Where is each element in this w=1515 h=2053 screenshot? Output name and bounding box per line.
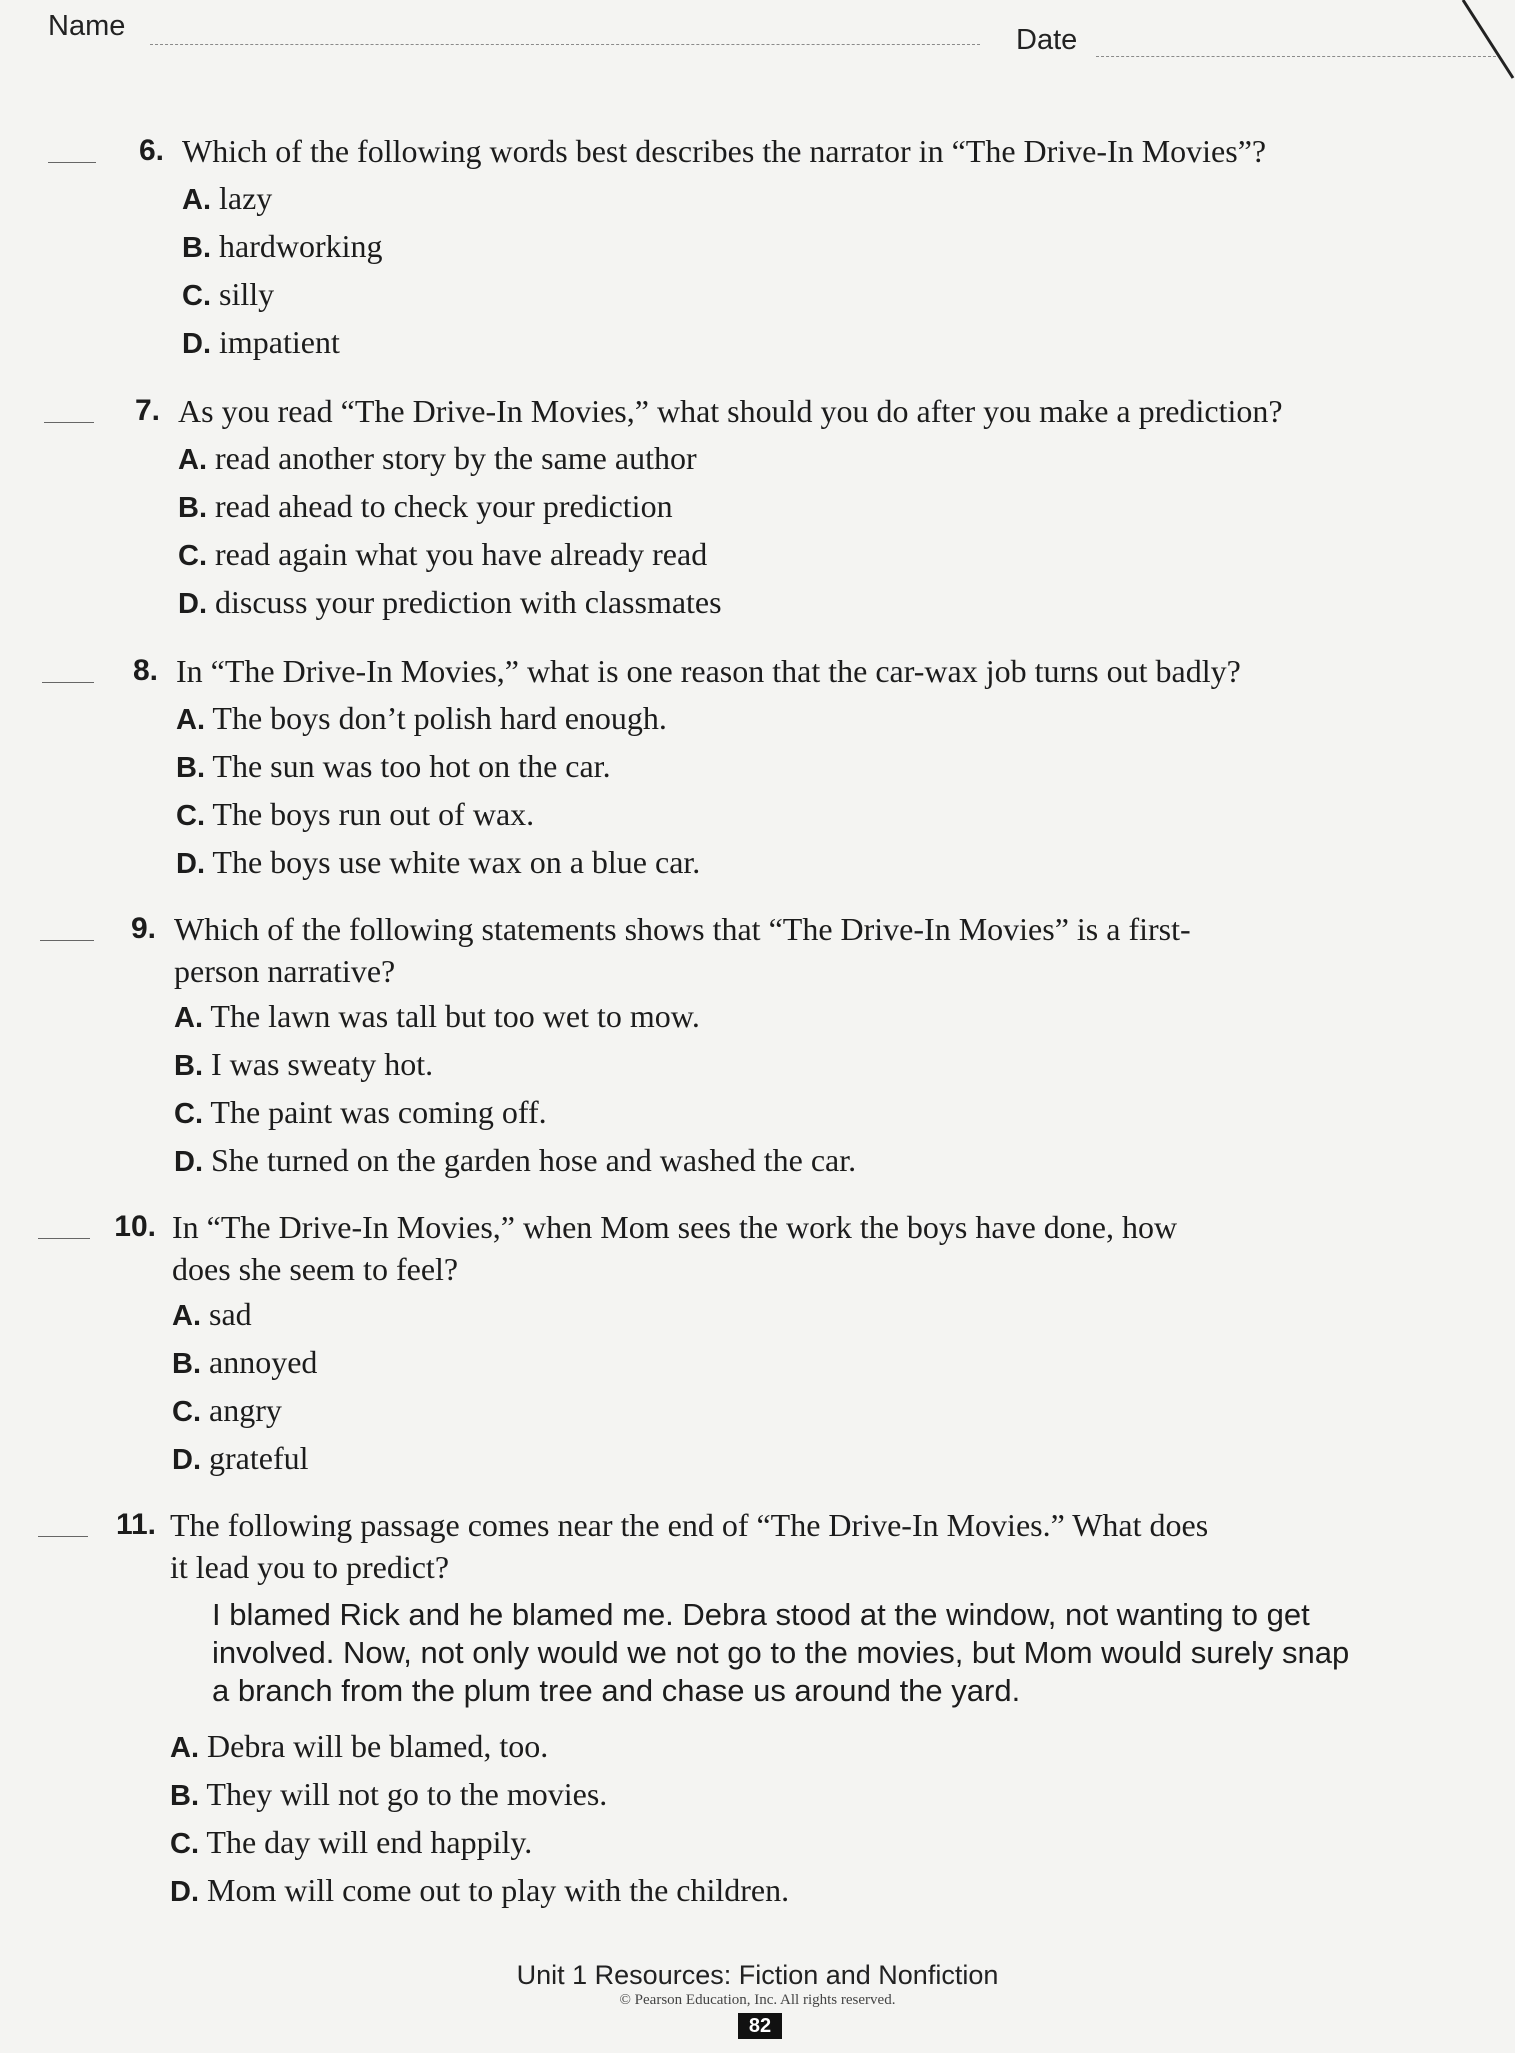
option-d[interactable]: D. She turned on the garden hose and washed the car. (174, 1142, 857, 1178)
option-c[interactable]: C. The day will end happily. (170, 1824, 533, 1860)
option-c[interactable]: C. read again what you have already read (178, 536, 708, 572)
answer-blank[interactable] (38, 1238, 90, 1239)
date-field[interactable] (1096, 56, 1496, 57)
option-d[interactable]: D. Mom will come out to play with the children. (170, 1872, 790, 1908)
footer-title: Unit 1 Resources: Fiction and Nonfiction (516, 1960, 999, 1990)
option-b[interactable]: B. hardworking (182, 228, 383, 264)
question-number: 11. (115, 1508, 156, 1541)
question-text: In “The Drive-In Movies,” when Mom sees the work the boys have done, how does she seem to feel? (172, 1209, 1178, 1287)
option-a[interactable]: A. Debra will be blamed, too. (170, 1728, 549, 1764)
question-text: Which of the following statements shows that “The Drive-In Movies” is a first- person narrative? (174, 911, 1191, 989)
page-corner-mark (1455, 0, 1515, 80)
option-c[interactable]: C. The boys run out of wax. (176, 796, 535, 832)
question-number: 6. (138, 134, 164, 167)
page-number: 82 (738, 2013, 782, 2039)
date-label: Date (1016, 24, 1078, 56)
option-a[interactable]: A. The boys don’t polish hard enough. (176, 700, 667, 736)
copyright-notice: © Pearson Education, Inc. All rights reserved. (619, 1992, 896, 2008)
option-d[interactable]: D. grateful (172, 1440, 309, 1476)
question-number: 9. (130, 912, 156, 945)
question-number: 8. (132, 654, 158, 687)
name-label: Name (48, 10, 126, 42)
answer-blank[interactable] (48, 162, 96, 163)
option-a[interactable]: A. read another story by the same author (178, 440, 697, 476)
worksheet-header (0, 0, 1515, 90)
option-d[interactable]: D. impatient (182, 324, 340, 360)
option-a[interactable]: A. The lawn was tall but too wet to mow. (174, 998, 700, 1034)
option-b[interactable]: B. read ahead to check your prediction (178, 488, 673, 524)
option-d[interactable]: D. discuss your prediction with classmates (178, 584, 722, 620)
name-field[interactable] (150, 44, 980, 45)
option-c[interactable]: C. The paint was coming off. (174, 1094, 547, 1130)
option-c[interactable]: C. angry (172, 1392, 282, 1428)
option-b[interactable]: B. The sun was too hot on the car. (176, 748, 611, 784)
question-number: 10. (114, 1210, 156, 1243)
question-text: Which of the following words best describes the narrator in “The Drive-In Movies”? (182, 133, 1267, 169)
option-a[interactable]: A. sad (172, 1296, 252, 1332)
option-c[interactable]: C. silly (182, 276, 275, 312)
answer-blank[interactable] (40, 940, 94, 941)
answer-blank[interactable] (44, 422, 94, 423)
question-text: As you read “The Drive-In Movies,” what should you do after you make a prediction? (178, 393, 1283, 429)
option-b[interactable]: B. I was sweaty hot. (174, 1046, 434, 1082)
option-b[interactable]: B. They will not go to the movies. (170, 1776, 608, 1812)
option-d[interactable]: D. The boys use white wax on a blue car. (176, 844, 701, 880)
answer-blank[interactable] (42, 682, 94, 683)
quoted-passage: I blamed Rick and he blamed me. Debra stood at the window, not wanting to get involved. Now, not only would we not go to the movies, but Mom would surely snap a branch from the plum tree and chase us around the yard. (212, 1597, 1350, 1708)
question-number: 7. (134, 394, 160, 427)
option-b[interactable]: B. annoyed (172, 1344, 318, 1380)
option-a[interactable]: A. lazy (182, 180, 273, 216)
answer-blank[interactable] (38, 1536, 88, 1537)
question-text: In “The Drive-In Movies,” what is one reason that the car-wax job turns out badly? (176, 653, 1241, 689)
question-text: The following passage comes near the end of “The Drive-In Movies.” What does it lead you to predict? (170, 1507, 1209, 1585)
